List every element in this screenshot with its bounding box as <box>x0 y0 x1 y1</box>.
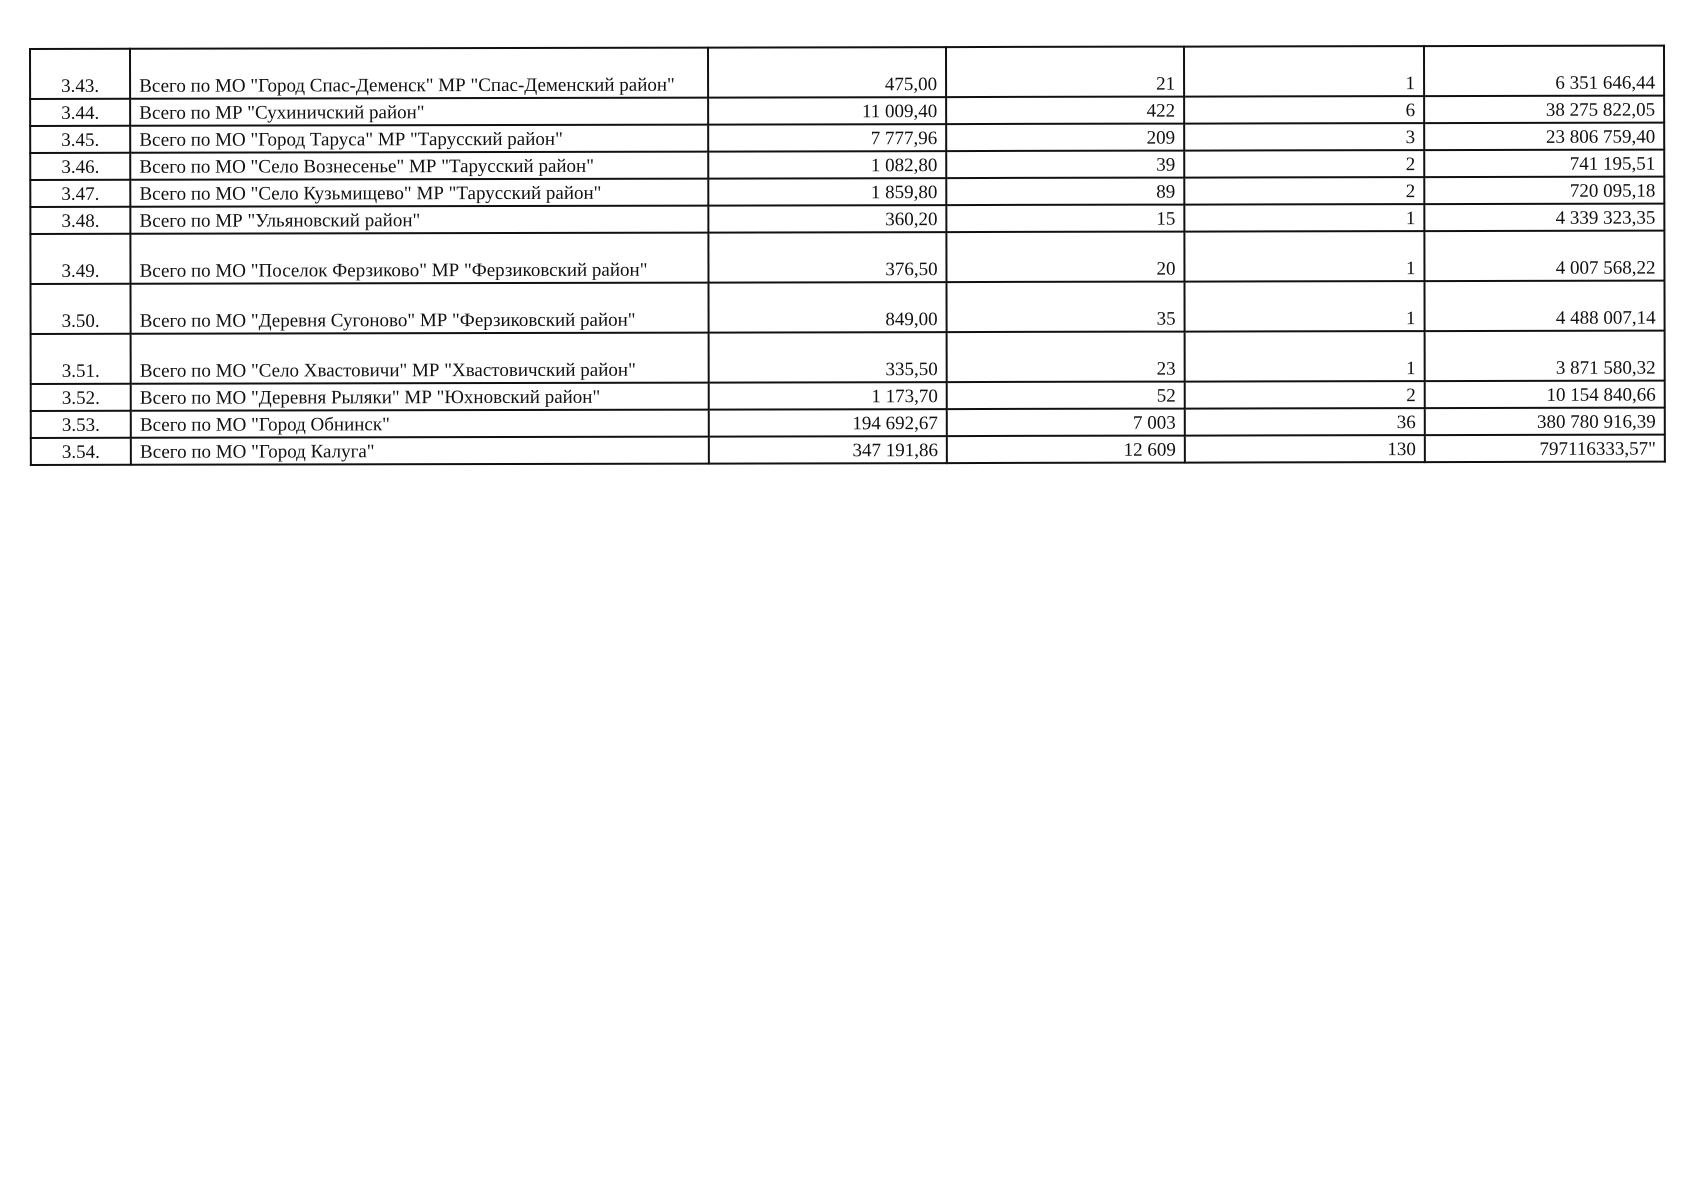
row-sum: 6 351 646,44 <box>1424 46 1664 97</box>
row-number: 3.54. <box>31 438 131 465</box>
row-name: Всего по МР "Сухиничский район" <box>130 98 708 126</box>
table-row <box>30 204 1664 234</box>
row-people: 209 <box>946 124 1184 151</box>
row-people: 422 <box>946 97 1184 124</box>
row-houses: 1 <box>1184 281 1424 332</box>
row-area: 335,50 <box>709 332 947 382</box>
row-sum: 4 007 568,22 <box>1424 231 1664 282</box>
row-houses: 1 <box>1184 231 1424 282</box>
row-people: 39 <box>946 151 1184 178</box>
row-sum: 3 871 580,32 <box>1425 331 1665 382</box>
row-people: 35 <box>947 282 1185 332</box>
table-row <box>31 408 1665 438</box>
table-row <box>30 96 1664 126</box>
row-area: 347 191,86 <box>709 436 947 463</box>
row-houses: 2 <box>1184 177 1424 205</box>
row-name: Всего по МО "Село Кузьмищево" МР "Тарусский район" <box>130 179 708 207</box>
table-row <box>30 123 1664 153</box>
row-area: 1 082,80 <box>708 151 946 178</box>
row-number: 3.52. <box>31 384 131 411</box>
row-name: Всего по МО "Город Обнинск" <box>131 410 709 438</box>
row-people: 7 003 <box>947 409 1185 436</box>
row-area: 849,00 <box>709 282 947 332</box>
table-row <box>30 46 1664 99</box>
row-houses: 130 <box>1185 435 1425 463</box>
row-sum: 380 780 916,39 <box>1425 408 1665 436</box>
row-area: 376,50 <box>709 232 947 282</box>
table-row <box>30 177 1664 207</box>
row-houses: 2 <box>1185 381 1425 409</box>
row-name: Всего по МР "Ульяновский район" <box>130 206 708 234</box>
row-houses: 36 <box>1185 408 1425 436</box>
row-sum: 38 275 822,05 <box>1424 96 1664 124</box>
row-name: Всего по МО "Город Спас-Деменск" МР "Спас-Деменский район" <box>130 48 708 99</box>
row-number: 3.49. <box>30 234 130 284</box>
row-area: 194 692,67 <box>709 409 947 436</box>
row-area: 7 777,96 <box>708 124 946 151</box>
row-number: 3.44. <box>30 99 130 126</box>
row-name: Всего по МО "Город Таруса" МР "Тарусский район" <box>130 125 708 153</box>
row-area: 360,20 <box>709 205 947 232</box>
row-name: Всего по МО "Деревня Рыляки" МР "Юхновский район" <box>131 383 709 411</box>
row-people: 12 609 <box>947 436 1185 463</box>
row-name: Всего по МО "Село Вознесенье" МР "Тарусский район" <box>130 152 708 180</box>
row-people: 15 <box>946 205 1184 232</box>
table-row <box>30 150 1664 180</box>
table-row <box>30 231 1664 284</box>
row-people: 20 <box>946 232 1184 282</box>
row-area: 11 009,40 <box>708 97 946 124</box>
row-people: 89 <box>946 178 1184 205</box>
row-sum: 10 154 840,66 <box>1425 381 1665 409</box>
table-row <box>31 435 1665 465</box>
row-number: 3.50. <box>30 284 130 334</box>
row-area: 1 173,70 <box>709 382 947 409</box>
row-name: Всего по МО "Деревня Сугоново" МР "Ферзиковский район" <box>131 283 709 334</box>
row-sum: 23 806 759,40 <box>1424 123 1664 151</box>
row-houses: 3 <box>1184 123 1424 151</box>
row-name: Всего по МО "Город Калуга" <box>131 437 709 465</box>
row-people: 52 <box>947 382 1185 409</box>
row-number: 3.45. <box>30 126 130 153</box>
row-area: 475,00 <box>708 47 946 97</box>
table-row <box>31 381 1665 411</box>
municipal-totals-table <box>29 45 1666 466</box>
row-houses: 1 <box>1184 46 1424 97</box>
row-name: Всего по МО "Поселок Ферзиково" МР "Ферзиковский район" <box>131 233 709 284</box>
row-houses: 6 <box>1184 96 1424 124</box>
row-houses: 1 <box>1185 331 1425 382</box>
row-sum: 797116333,57" <box>1425 435 1665 463</box>
row-sum: 4 339 323,35 <box>1424 204 1664 232</box>
row-number: 3.53. <box>31 411 131 438</box>
row-sum: 4 488 007,14 <box>1424 281 1664 332</box>
row-number: 3.46. <box>30 153 130 180</box>
row-sum: 720 095,18 <box>1424 177 1664 205</box>
table-row <box>30 281 1664 334</box>
row-name: Всего по МО "Село Хвастовичи" МР "Хвастовичский район" <box>131 333 709 384</box>
row-number: 3.51. <box>31 334 131 384</box>
row-number: 3.43. <box>30 49 130 99</box>
row-area: 1 859,80 <box>708 178 946 205</box>
row-people: 21 <box>946 47 1184 97</box>
row-houses: 2 <box>1184 150 1424 178</box>
row-number: 3.47. <box>30 180 130 207</box>
row-people: 23 <box>947 332 1185 382</box>
table-row <box>31 331 1665 384</box>
row-houses: 1 <box>1184 204 1424 232</box>
row-sum: 741 195,51 <box>1424 150 1664 178</box>
row-number: 3.48. <box>30 207 130 234</box>
